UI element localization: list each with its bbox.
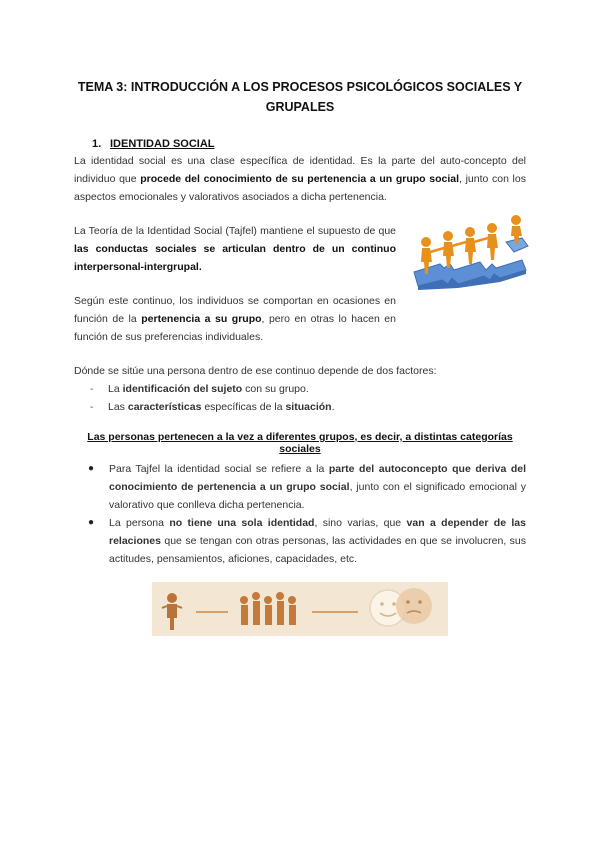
bullet-item [88,514,526,568]
text-run: , sino varias, que [314,517,407,529]
faces-emotions-figure [370,588,432,626]
text-run: . [331,401,335,413]
text-run: , pero en otras lo hacen en función de sus preferencias individuales. [74,313,396,343]
bold-run: parte del autoconcepto que deriva del conocimiento de pertenencia a un grupo social [109,463,526,493]
bullet-marker: ● [88,517,95,528]
people-on-puzzle-illustration [410,212,530,294]
text-run: , junto con los aspectos emocionales y valorativos asociados a dicha pertenencia. [74,173,526,203]
text-run: específicas de la [201,401,286,413]
subheading-social-categories: Las personas pertenecen a la vez a diferentes grupos, es decir, a distintas categorías sociales [87,431,513,455]
section-number: 1. [92,138,102,150]
bold-run: las conductas sociales se articulan dentro de un continuo interpersonal-intergrupal. [74,243,396,273]
factor-item [90,380,309,398]
bold-run: van a depender de las relaciones [109,517,526,547]
bold-run: características [127,401,202,413]
identity-banner-illustration [152,582,448,636]
text-run: Según este continuo, los individuos se comportan en ocasiones en función de la [74,295,396,325]
bold-run: pertenencia a su grupo [141,313,262,325]
text-run: La [108,383,123,395]
section-heading [92,138,215,150]
dash-marker: - [90,401,94,413]
text-run: La identidad social es una clase específica de identidad. Es la parte del auto-concepto del individuo que [74,155,526,185]
bullet-marker: ● [88,463,95,474]
text-run: con su grupo. [242,383,309,395]
dash-marker: - [90,383,94,395]
text-run: La persona [109,517,170,529]
text-run: Para Tajfel la identidad social se refiere a la [109,463,329,475]
paragraph-identity-definition [74,152,526,206]
bold-run: no tiene una sola identidad [169,517,315,529]
text-run: Las [108,401,128,413]
text-run: , junto con el significado emocional y valorativo que conlleva dicha pertenencia. [109,481,526,511]
section-heading-text: IDENTIDAD SOCIAL [110,138,215,150]
text-run: que se tengan con otras personas, las actividades en que se involucren, sus actitudes, pensamientos, aficiones, capacidades, etc. [109,535,526,565]
factor-item [90,398,334,416]
bold-run: procede del conocimiento de su pertenencia a un grupo social [140,173,459,185]
bold-run: situación [285,401,332,413]
bold-run: identificación del sujeto [122,383,243,395]
text-run: La Teoría de la Identidad Social (Tajfel) mantiene el supuesto de que [74,225,396,237]
bullet-item [88,460,526,514]
document-title: TEMA 3: INTRODUCCIÓN A LOS PROCESOS PSICOLÓGICOS SOCIALES Y GRUPALES [77,80,523,114]
paragraph-tajfel-theory [74,222,396,276]
paragraph-continuum [74,292,396,346]
paragraph-factors-intro: Dónde se sitúe una persona dentro de ese continuo depende de dos factores: [74,365,437,377]
